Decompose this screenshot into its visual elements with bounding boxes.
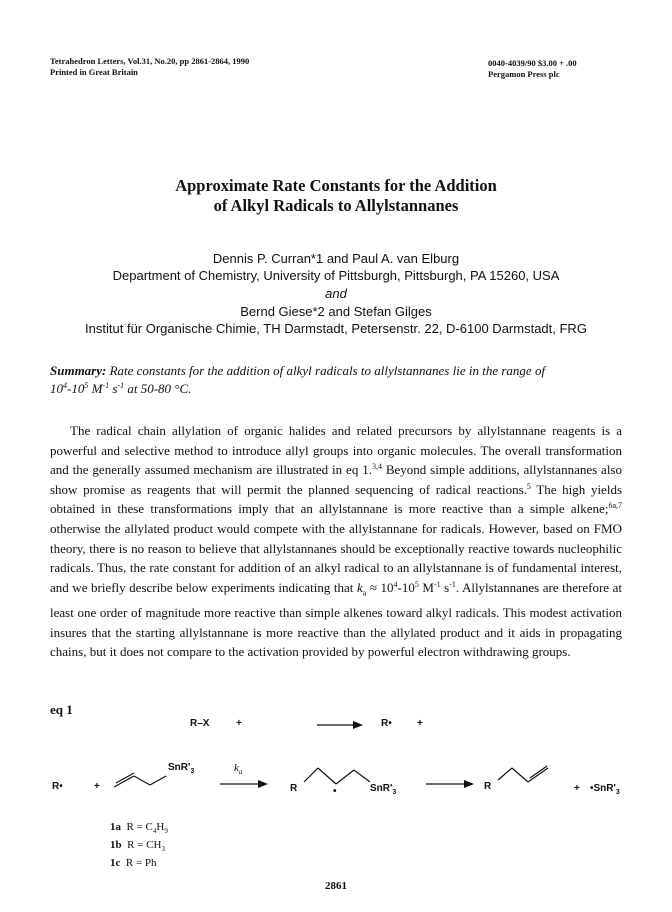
compound-id: 1b [110, 839, 122, 852]
p1-part-a: The radical chain allylation of organic halides and related precursors by allylstannane reagents is a powerful and selective method to introduce allyl groups into organic molecules. The overall transformation and the generally assumed mechanism are illustrated in eq 1. [50, 423, 622, 478]
snr3-label-a: SnR' [168, 762, 191, 773]
intermediate-snr3 [370, 783, 396, 796]
p1-part-h: s [440, 579, 450, 595]
ref-3-4: 3,4 [371, 462, 382, 472]
p1-part-g: M [418, 579, 434, 595]
tin-radical-label: •SnR' [590, 783, 616, 794]
author-group-2-names: Bernd Giese*2 and Stefan Gilges [240, 304, 432, 319]
summary-unit-m: M [88, 381, 103, 396]
summary-exp-3: -1 [102, 381, 110, 390]
p1-part-d: otherwise the allylated product would compete with the allylstannane for radicals. However, based on FMO theory, there is no reason to believe that allylstannanes should be exceptionally reactive towards nucleophilic radicals. Thus, the rate constant for addition of an alkyl radical to an allylstannane is of fundamental interest, and we briefly describe below experiments indicating that [50, 520, 622, 595]
equation-label: eq 1 [50, 702, 73, 717]
ka-arrow [218, 777, 270, 791]
summary-label: Summary: [50, 363, 107, 378]
summary [50, 362, 622, 398]
compound-list [110, 820, 168, 870]
snr3-sub-a: 3 [190, 768, 195, 775]
compound-sub: 3 [161, 845, 165, 854]
compound-text: R = CH [127, 839, 162, 852]
summary-range-base: 10 [50, 381, 63, 396]
reactant-radical: R• [52, 781, 63, 792]
author-group-2-affiliation: Institut für Organische Chimie, TH Darmstadt, Petersenstr. 22, D-6100 Darmstadt, FRG [85, 321, 587, 336]
summary-unit-s: s [109, 381, 118, 396]
reactant-plus: + [94, 781, 100, 792]
ref-6a-7: 6a,7 [608, 501, 622, 511]
summary-exp-1: 4 [63, 381, 67, 390]
journal-header [50, 56, 249, 78]
allylstannane-snr3 [168, 762, 194, 775]
scheme-plus-1: + [236, 718, 242, 729]
ka-arrow-label [234, 762, 242, 776]
compound-sub-2: 9 [164, 827, 168, 836]
compound-id: 1c [110, 857, 121, 870]
summary-exp-2: 5 [84, 381, 89, 390]
compound-text-2: H [156, 821, 165, 833]
ka-subscript: a [362, 588, 367, 598]
allylstannane-structure [110, 752, 170, 792]
p1-exp-2: 5 [414, 579, 419, 589]
p1-part-f: -10 [397, 579, 415, 595]
p1-exp-4: -1 [449, 579, 456, 589]
summary-text: Rate constants for the addition of alkyl radicals to allylstannanes lie in the range of [106, 363, 546, 378]
compound-1c [110, 856, 168, 870]
price-code: 0040-4039/90 $3.00 + .00 [488, 58, 577, 68]
author-group-1-names [0, 250, 672, 267]
allylated-product-structure [492, 762, 556, 792]
title-line-1: Approximate Rate Constants for the Addition [175, 176, 497, 195]
compound-id: 1a [110, 821, 121, 833]
tin-radical [590, 783, 620, 796]
ka-symbol: k [356, 579, 363, 595]
summary-temperature: at 50-80 °C. [124, 381, 192, 396]
body-text [50, 421, 622, 662]
compound-sub: 4 [152, 827, 157, 836]
title-line-2: of Alkyl Radicals to Allylstannanes [213, 196, 459, 215]
snr3-sub-b: 3 [392, 789, 397, 796]
tin-radical-sub: 3 [615, 789, 620, 796]
p1-exp-3: -1 [433, 579, 441, 589]
compound-text: R = Ph [125, 857, 157, 870]
p1-part-e: ≈ 10 [366, 579, 394, 595]
scheme-plus-2: + [417, 718, 423, 729]
scheme-radical-r: R• [381, 718, 392, 729]
p1-part-c: The high yields obtained in these transformations imply that an allylstannane is more reactive than a simple alkene; [50, 481, 623, 517]
snr3-label-b: SnR' [370, 783, 393, 794]
scheme-top-arrow [315, 718, 365, 732]
p1-part-i: . Allylstannanes are therefore at least one order of magnitude more reactive than simple alkenes toward alkyl radicals. This modest activation insures that the starting allylstannane is more reactive than the allylated product and it aids in propagating chains, but it does not compare to the activation provided by powerful electron withdrawing groups. [50, 579, 622, 660]
summary-range-mid: -10 [67, 381, 85, 396]
journal-citation: Tetrahedron Letters, Vol.31, No.20, pp 2861-2864, 1990 [50, 56, 250, 66]
price-header [488, 58, 577, 80]
author-conjunction: and [325, 286, 347, 301]
author-group-1-affiliation: Department of Chemistry, University of Pittsburgh, Pittsburgh, PA 15260, USA [112, 268, 560, 283]
ka-arrow-k: k [234, 762, 239, 774]
p1-exp-1: 4 [393, 579, 398, 589]
scheme-rx: R–X [190, 718, 210, 729]
compound-1b [110, 838, 168, 856]
ref-5: 5 [526, 481, 531, 491]
summary-exp-4: -1 [117, 381, 125, 390]
intermediate-dot: • [333, 786, 337, 797]
intermediate-r: R [290, 783, 298, 794]
compound-text: R = C [126, 821, 153, 833]
product-arrow [424, 777, 476, 791]
p1-part-b: Beyond simple additions, allylstannanes also show promise as reagents that will permit the planned sequencing of radical reactions. [50, 462, 622, 497]
product-plus: + [574, 783, 580, 794]
page-number: 2861 [325, 880, 347, 892]
publisher: Pergamon Press plc [488, 69, 560, 79]
ka-arrow-sub: a [238, 768, 243, 777]
article-title [0, 176, 672, 216]
paragraph-1 [50, 421, 622, 662]
compound-1a [110, 820, 168, 838]
product-r: R [484, 781, 492, 792]
printed-location: Printed in Great Britain [50, 67, 138, 77]
authors-1: Dennis P. Curran*1 and Paul A. van Elburg [212, 251, 460, 266]
